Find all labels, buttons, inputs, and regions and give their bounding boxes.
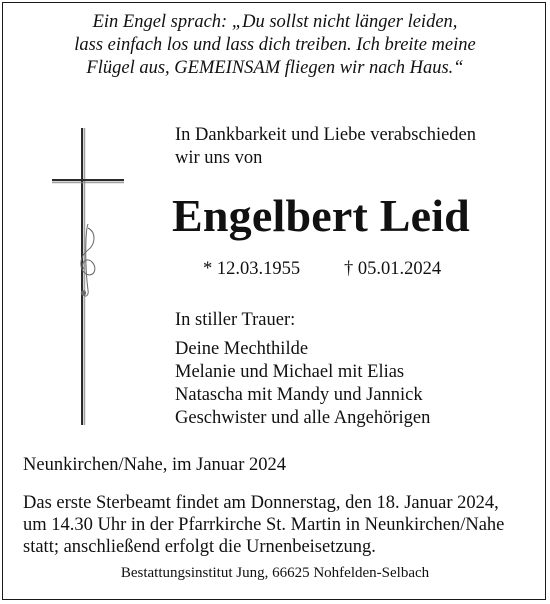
quote-line: lass einfach los und lass dich treiben. Ich breite meine [74,35,476,55]
deceased-name: Engelbert Leid [172,190,470,241]
mourner-line: Geschwister und alle Angehörigen [175,408,431,428]
service-line: Das erste Sterbeamt findet am Donnerstag, den 18. Januar 2024, [23,493,499,513]
place-and-date: Neunkirchen/Nahe, im Januar 2024 [23,455,287,475]
birth-date: * 12.03.1955 [203,259,301,279]
death-date: † 05.01.2024 [344,259,442,279]
mourner-line: Melanie und Michael mit Elias [175,362,405,382]
intro-text [175,124,476,170]
quote-block [0,11,550,80]
mourner-line: Natascha mit Mandy und Jannick [175,385,423,405]
funeral-home: Bestattungsinstitut Jung, 66625 Nohfelden-Selbach [120,565,430,581]
intro-line: In Dankbarkeit und Liebe verabschieden [175,125,477,145]
service-info [23,492,504,558]
mourning-title: In stiller Trauer: [175,310,296,330]
cross-with-treble-clef-icon [52,128,132,428]
service-line: statt; anschließend erfolgt die Urnenbeisetzung. [23,537,376,557]
mourner-line: Deine Mechthilde [175,339,309,359]
service-line: um 14.30 Uhr in der Pfarrkirche St. Martin in Neunkirchen/Nahe [23,515,505,535]
mourners-list [175,338,430,430]
quote-line: Flügel aus, GEMEINSAM fliegen wir nach Haus.“ [86,58,464,78]
quote-line: Ein Engel sprach: „Du sollst nicht länger leiden, [92,12,458,32]
intro-line: wir uns von [175,148,263,168]
